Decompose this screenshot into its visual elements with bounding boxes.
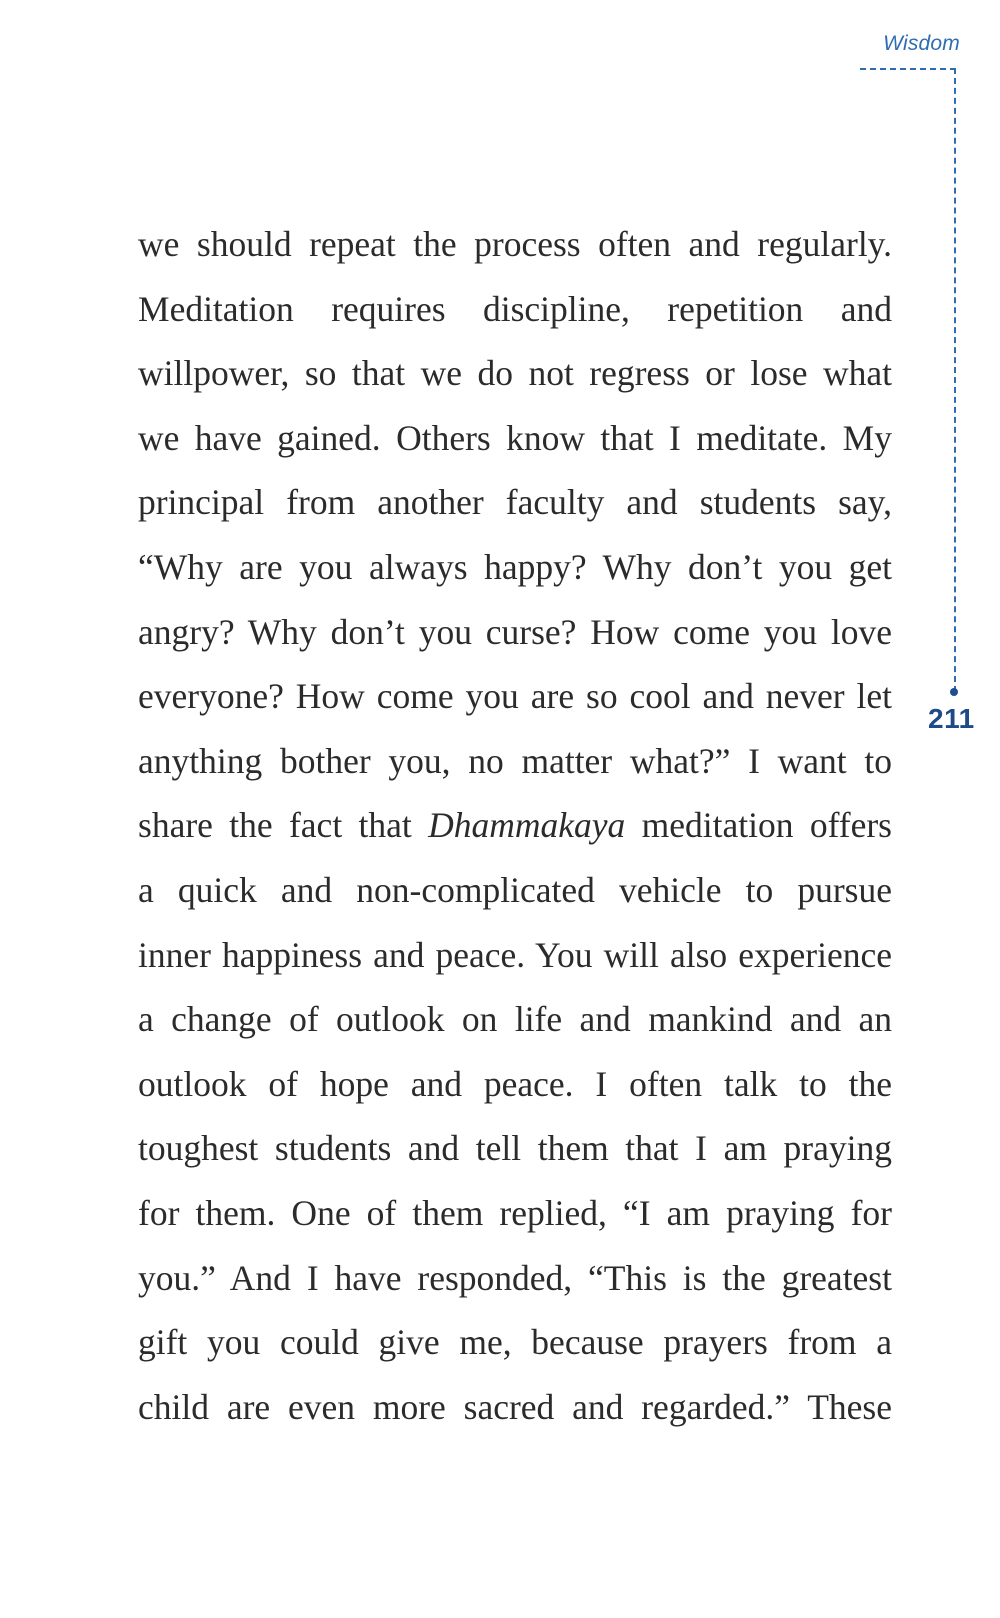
text-line: anything bother you, no matter what?” I want to <box>138 740 892 781</box>
header-dashed-rule <box>860 68 956 70</box>
text-line: for them. One of them replied, “I am praying for <box>138 1192 892 1233</box>
body-paragraph <box>138 212 892 1439</box>
text-line: outlook of hope and peace. I often talk to the <box>138 1063 892 1104</box>
text-line: a quick and non-complicated vehicle to pursue <box>138 869 892 910</box>
text-line: toughest students and tell them that I am praying <box>138 1128 892 1169</box>
text-line: a change of outlook on life and mankind and an <box>138 999 892 1040</box>
margin-dashed-rule <box>954 68 956 692</box>
italic-term: Dhammakaya <box>428 805 626 846</box>
text-line: share the fact that Dhammakaya meditation offers <box>138 805 892 846</box>
text-line: we have gained. Others know that I meditate. My <box>138 417 892 458</box>
text-line: we should repeat the process often and regularly. <box>138 224 892 264</box>
text-line: everyone? How come you are so cool and never let <box>138 676 892 717</box>
text-line: child are even more sacred and regarded.” These <box>138 1386 892 1427</box>
text-line: inner happiness and peace. You will also experience <box>138 934 892 975</box>
text-line: principal from another faculty and students say, <box>138 482 892 523</box>
text-line: willpower, so that we do not regress or lose what <box>138 353 892 394</box>
running-head-title: Wisdom <box>883 32 960 55</box>
text-line: Meditation requires discipline, repetition and <box>138 288 892 329</box>
text-line: gift you could give me, because prayers from a <box>138 1322 892 1363</box>
text-line: you.” And I have responded, “This is the greatest <box>138 1257 892 1298</box>
text-line: angry? Why don’t you curse? How come you love <box>138 611 892 652</box>
page-number: 211 <box>928 703 975 734</box>
text-line: “Why are you always happy? Why don’t you get <box>138 546 892 587</box>
rule-end-dot <box>950 688 958 696</box>
